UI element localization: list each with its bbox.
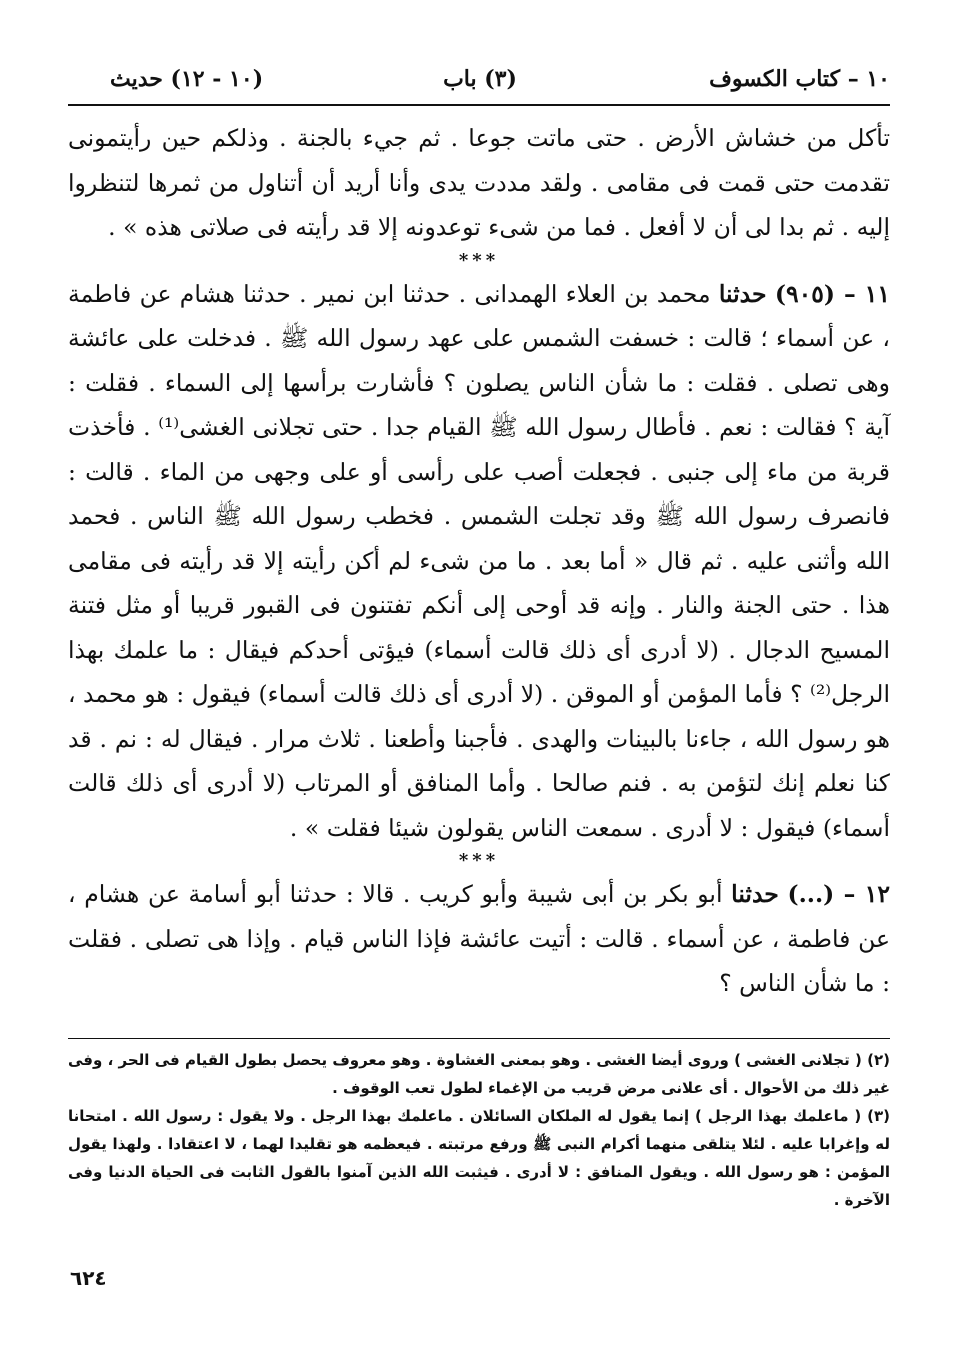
- footnotes: [68, 1046, 890, 1214]
- main-text: [68, 116, 890, 1006]
- hadith-12-text: أبو بكر بن أبى شيبة وأبو كريب . قالا : حدثنا أبو أسامة عن هشام ، عن فاطمة ، عن أسماء . قالت : أتيت عائشة فإذا الناس قيام . وإذا هى تصلى . فقلت : ما شأن الناس ؟: [68, 880, 890, 997]
- hadith-11-number: ١١ – (٩٠٥): [774, 279, 890, 308]
- hadith-12-number: ١٢ – (...): [787, 880, 890, 908]
- page-number: ٦٢٤: [70, 1266, 107, 1290]
- hadith-12-haddathana: حدثنا: [731, 880, 779, 908]
- footnote-3: (٣) ( ماعلمك بهذا الرجل ) إنما يقول له الملكان السائلان . ماعلمك بهذا الرجل . ولا يقول : رسول الله . امتحانا له وإغرابا عليه . لئلا يتلقى منهما أكرام النبى ﷺ ورفع مرتبته . فيعظمه هو تقليدا لهما ، لا اعتقادا . ولهذا يقول المؤمن : هو رسول الله . ويقول المنافق : لا أدرى . فيثبت الله الذين آمنوا بالقول الثابت فى الحياة الدنيا وفى الآخرة .: [68, 1107, 890, 1209]
- footnote-separator: [68, 1038, 890, 1039]
- hadith-11-text: محمد بن العلاء الهمدانى . حدثنا ابن نمير . حدثنا هشام عن فاطمة ، عن أسماء ؛ قالت : خسفت الشمس على عهد رسول الله ﷺ . فدخلت على عائشة وهى تصلى . فقلت : ما شأن الناس يصلون ؟ فأشارت برأسها إلى السماء . فقلت : آية ؟ فقالت : نعم . فأطال رسول الله ﷺ القيام جدا . حتى تجلانى الغشى⁽¹⁾ . فأخذت قربة من ماء إلى جنبى . فجعلت أصب على رأسى أو على وجهى من الماء . قالت : فانصرف رسول الله ﷺ وقد تجلت الشمس . فخطب رسول الله ﷺ الناس . فحمد الله وأثنى عليه . ثم قال « أما بعد . ما من شىء لم أكن رأيته إلا قد رأيته فى مقامى هذا . حتى الجنة والنار . وإنه قد أوحى إلى أنكم تفتنون فى القبور قريبا أو مثل فتنة المسيح الدجال . (لا أدرى أى ذلك قالت أسماء) فيؤتى أحدكم فيقال : ما علمك بهذا الرجل⁽²⁾ ؟ فأما المؤمن أو الموقن . (لا أدرى أى ذلك قالت أسماء) فيقول : هو محمد ، هو رسول الله ، جاءنا بالبينات والهدى . فأجبنا وأطعنا . ثلاث مرار . فيقال له : نم . قد كنا نعلم إنك لتؤمن به . فنم صالحا . وأما المنافق أو المرتاب (لا أدرى أى ذلك قالت أسماء) فيقول : لا أدرى . سمعت الناس يقولون شيئا فقلت » .: [68, 279, 890, 842]
- chapter-label: (٣) باب: [443, 66, 517, 92]
- hadith-11-haddathana: حدثنا: [718, 279, 767, 308]
- section-separator-2: ***: [458, 850, 500, 871]
- running-header: [70, 58, 890, 98]
- footnote-2: (٢) ( تجلانى الغشى ) وروى أيضا الغشى . وهو بمعنى الغشاوة . وهو معروف يحصل بطول القيام فى الحر ، وفى غير ذلك من الأحوال . أى علانى مرض قريب من الإغماء لطول تعب الوقوف .: [68, 1051, 890, 1097]
- header-rule: [68, 104, 890, 106]
- section-separator: ***: [458, 249, 500, 271]
- hadith-range: (١٠ - ١٢) حديث: [110, 66, 264, 92]
- hadith-12: [68, 872, 890, 1006]
- hadith-11: [68, 272, 890, 851]
- paragraph-continuation: تأكل من خشاش الأرض . حتى ماتت جوعا . ثم جيء بالجنة . وذلكم حين رأيتمونى تقدمت حتى قمت فى مقامى . ولقد مددت يدى وأنا أريد أن أتناول من ثمرها لتنظروا إليه . ثم بدا لى أن لا أفعل . فما من شىء توعدونه إلا قد رأيته فى صلاتى هذه » .: [68, 124, 890, 241]
- book-title: ١٠ – كتاب الكسوف: [709, 66, 890, 92]
